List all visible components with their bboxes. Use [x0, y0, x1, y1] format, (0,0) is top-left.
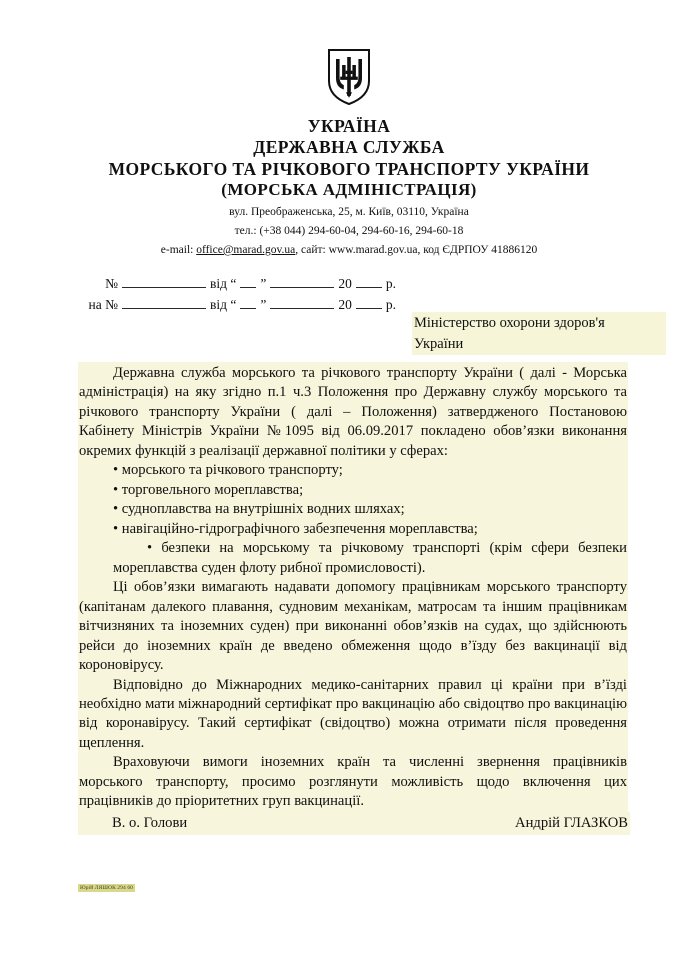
reference-year-prefix: 20 — [338, 276, 352, 292]
email-link[interactable]: office@marad.gov.ua — [196, 244, 296, 257]
addressee-line-2: України — [414, 335, 464, 352]
addressee-line-1: Міністерство охорони здоров'я — [414, 315, 605, 331]
addressee-block — [412, 312, 666, 355]
letter-body — [78, 362, 628, 815]
body-paragraph-1: Державна служба морського та річкового транспорту України ( далі - Морська адміністрація) на яку згідно п.1 ч.3 Положення про Державну службу морського та річкового транспорту України ( далі – Положення) затвердженого Постановою Кабінету Міністрів України №1095 від 06.09.2017 покладено обов’язки виконання окремих функцій з реалізації державної політики у сферах: — [79, 365, 627, 459]
letterhead-address: вул. Преображенська, 25, м. Київ, 03110, Україна — [229, 205, 469, 218]
org-title-country: УКРАЇНА — [307, 116, 391, 136]
incoming-date-prefix: від “ — [210, 297, 237, 313]
reference-label-number: № — [105, 276, 118, 292]
letterhead — [0, 0, 698, 258]
signature-block — [78, 812, 630, 835]
list-item-safety: • безпеки на морському та річковому транспорті (крім сфери безпеки мореплавства суден флоту рибної промисловості). — [113, 540, 627, 576]
incoming-quote-close: ” — [260, 297, 267, 313]
list-item: • судноплавства на внутрішніх водних шляхах; — [79, 500, 627, 519]
website-and-code: , сайт: www.marad.gov.ua, код ЄДРПОУ 41886120 — [295, 244, 538, 257]
signatory-position: В. о. Голови — [112, 815, 188, 831]
list-item: • навігаційно-гідрографічного забезпечення мореплавства; — [79, 520, 627, 539]
ukraine-trident-coat-of-arms-icon — [326, 48, 372, 106]
incoming-year-suffix: р. — [385, 297, 396, 313]
org-title-administration: (МОРСЬКА АДМІНІСТРАЦІЯ) — [221, 180, 477, 200]
list-item: • морського та річкового транспорту; — [79, 461, 627, 480]
email-label: e-mail: — [160, 244, 197, 257]
incoming-day-field[interactable] — [240, 297, 256, 309]
list-item: • торговельного мореплавства; — [79, 481, 627, 500]
reference-number-field[interactable] — [122, 276, 206, 288]
reference-quote-close: ” — [260, 276, 267, 292]
reference-month-field[interactable] — [270, 276, 334, 288]
body-paragraph-2: Ці обов’язки вимагають надавати допомогу працівникам морського транспорту (капітанам далекого плавання, судновим механікам, матросам та іншим працівникам вітчизняних та іноземних суден) при виконанні обов’язків на судах, що здійснюють рейси до іноземних країн де введено обмеження щодо в’їзду без вакцинації від короновірусу. — [79, 579, 627, 674]
signatory-name: Андрій ГЛАЗКОВ — [515, 815, 628, 831]
reference-row-outgoing — [74, 274, 698, 295]
executor-footer: Юрій ЛЯШОК 294 60 — [80, 885, 134, 891]
reference-year-suffix: р. — [385, 276, 396, 292]
incoming-year-field[interactable] — [356, 297, 382, 309]
reference-label-on-number: на № — [88, 297, 118, 313]
incoming-year-prefix: 20 — [338, 297, 352, 313]
letterhead-phones: тел.: (+38 044) 294-60-04, 294-60-16, 294-60-18 — [234, 224, 464, 237]
incoming-month-field[interactable] — [270, 297, 334, 309]
list-item-safety-text: безпеки на морському та річковому транспорті (крім сфери безпеки мореплавства суден флоту рибної промисловості). — [113, 540, 627, 576]
scope-bullet-list — [79, 461, 627, 539]
org-title-department: МОРСЬКОГО ТА РІЧКОВОГО ТРАНСПОРТУ УКРАЇНИ — [108, 158, 590, 179]
body-paragraph-4: Враховуючи вимоги іноземних країн та численні звернення працівників морського транспорту, просимо розглянути можливість щодо включення цих працівників до пріоритетних груп вакцинації. — [79, 754, 627, 810]
reference-year-field[interactable] — [356, 276, 382, 288]
letterhead-email-line — [0, 243, 698, 258]
body-paragraph-3: Відповідно до Міжнародних медико-санітарних правил ці країни при в’їзді необхідно мати міжнародний сертифікат про вакцинацію або свідоцтво про вакцинацію від коронавірусу. Такий сертифікат (свідоцтво) можна отримати після проведення щеплення. — [79, 676, 627, 751]
org-title-service: ДЕРЖАВНА СЛУЖБА — [253, 137, 445, 158]
incoming-number-field[interactable] — [122, 297, 206, 309]
reference-day-field[interactable] — [240, 276, 256, 288]
reference-number-block — [0, 274, 698, 316]
reference-date-prefix: від “ — [210, 276, 237, 292]
